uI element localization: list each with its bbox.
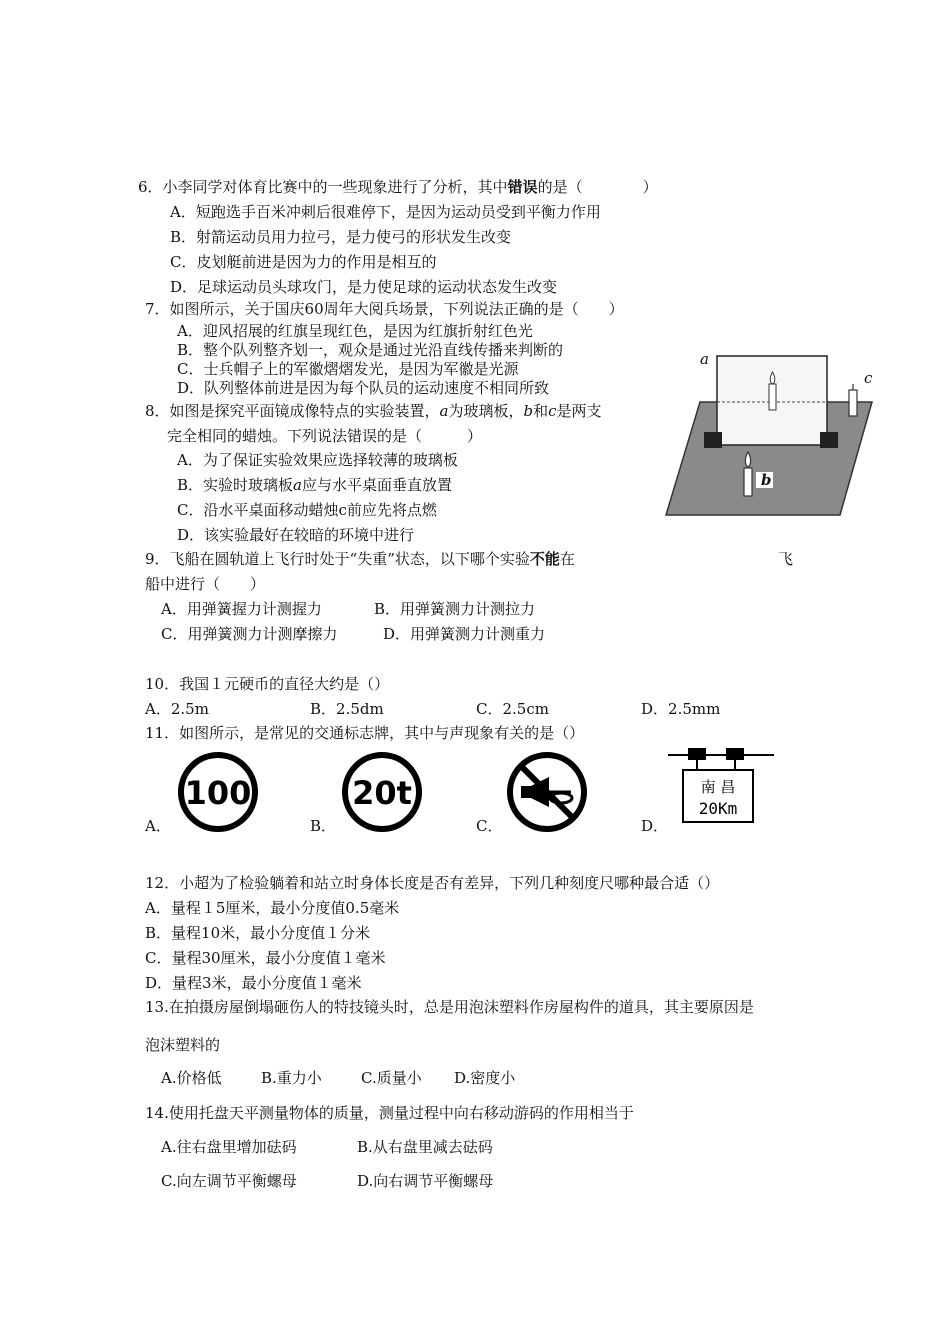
svg-text:100: 100 [184, 774, 252, 812]
q13-option-a: A.价格低 [161, 1069, 222, 1087]
q8-stem-line2: 完全相同的蜡烛。下列说法错误的是（ ） [167, 427, 483, 445]
q7-option-a: A．迎风招展的红旗呈现红色，是因为红旗折射红色光 [177, 322, 533, 340]
q14-option-a: A.往右盘里增加砝码 [161, 1138, 297, 1156]
q14-option-d: D.向右调节平衡螺母 [357, 1172, 494, 1190]
q7-option-b: B．整个队列整齐划一，观众是通过光沿直线传播来判断的 [177, 341, 564, 359]
q9-option-c: C．用弹簧测力计测摩擦力 [161, 625, 338, 643]
q10-option-d: D．2.5mm [641, 700, 721, 718]
q9-option-a: A．用弹簧握力计测握力 [161, 600, 322, 618]
q10-option-c: C．2.5cm [476, 700, 549, 718]
q9-stem-tail: 飞 [778, 550, 794, 568]
q12-stem: 12．小超为了检验躺着和站立时身体长度是否有差异，下列几种刻度尺哪种最合适（） [145, 874, 720, 892]
q9-option-b: B．用弹簧测力计测拉力 [374, 600, 536, 618]
candle-b [744, 468, 752, 496]
svg-text:20Km: 20Km [698, 799, 738, 818]
q8-option-b: B．实验时玻璃板a应与水平桌面垂直放置 [177, 476, 452, 494]
q11-label-c: C． [476, 817, 503, 835]
q9-stem-line2: 船中进行（ ） [145, 575, 266, 593]
q6-stem: 6．小李同学对体育比赛中的一些现象进行了分析，其中错误的是（ ） [138, 178, 658, 196]
label-a: a [700, 350, 709, 368]
q12-option-d: D．量程3米，最小分度值１毫米 [145, 974, 362, 992]
distance-sign [668, 744, 774, 826]
q11-label-d: D． [641, 817, 669, 835]
q9-stem: 9．飞船在圆轨道上飞行时处于“失重”状态，以下哪个实验不能在 [145, 550, 575, 568]
q7-option-d: D．队列整体前进是因为每个队员的运动速度不相同所致 [177, 379, 550, 397]
weight-limit-sign [340, 750, 424, 834]
q12-option-c: C．量程30厘米，最小分度值１毫米 [145, 949, 386, 967]
speed-limit-sign [176, 750, 260, 834]
candle-c [849, 390, 857, 416]
no-honking-sign [505, 750, 589, 834]
q10-stem: 10．我国１元硬币的直径大约是（） [145, 675, 390, 693]
q8-option-d: D．该实验最好在较暗的环境中进行 [177, 526, 415, 544]
q13-option-d: D.密度小 [454, 1069, 516, 1087]
q10-option-a: A．2.5m [145, 700, 209, 718]
q11-label-a: A． [145, 817, 171, 835]
q13-stem: 13.在拍摄房屋倒塌砸伤人的特技镜头时，总是用泡沫塑料作房屋构件的道具，其主要原因是 [145, 998, 754, 1016]
q11-label-b: B． [310, 817, 337, 835]
support-block-left [704, 432, 722, 448]
q12-option-a: A．量程１5厘米，最小分度值0.5毫米 [145, 899, 400, 917]
svg-text:20t: 20t [352, 774, 412, 812]
q13-stem-line2: 泡沫塑料的 [145, 1036, 221, 1054]
label-b: b [761, 471, 772, 489]
q7-stem: 7．如图所示，关于国庆60周年大阅兵场景，下列说法正确的是（ ） [145, 300, 624, 318]
q13-option-c: C.质量小 [361, 1069, 422, 1087]
q11-stem: 11．如图所示，是常见的交通标志牌，其中与声现象有关的是（） [145, 724, 585, 742]
q14-option-b: B.从右盘里减去砝码 [357, 1138, 493, 1156]
q7-option-c: C．士兵帽子上的军徽熠熠发光，是因为军徽是光源 [177, 360, 519, 378]
q10-option-b: B．2.5dm [310, 700, 384, 718]
q12-option-b: B．量程10米，最小分度值１分米 [145, 924, 371, 942]
q9-option-d: D．用弹簧测力计测重力 [383, 625, 546, 643]
q6-option-a: A．短跑选手百米冲刺后很难停下，是因为运动员受到平衡力作用 [170, 203, 601, 221]
q13-option-b: B.重力小 [261, 1069, 322, 1087]
q6-option-b: B．射箭运动员用力拉弓，是力使弓的形状发生改变 [170, 228, 512, 246]
candle-image [769, 384, 776, 410]
svg-text:南 昌: 南 昌 [700, 778, 736, 796]
q14-option-c: C.向左调节平衡螺母 [161, 1172, 297, 1190]
label-c: c [864, 369, 873, 387]
q8-option-a: A．为了保证实验效果应选择较薄的玻璃板 [177, 451, 458, 469]
plane-mirror-figure [660, 350, 885, 520]
q8-stem: 8．如图是探究平面镜成像特点的实验装置，a为玻璃板，b和c是两支 [145, 402, 602, 420]
q8-option-c: C．沿水平桌面移动蜡烛c前应先将点燃 [177, 501, 437, 519]
support-block-right [820, 432, 838, 448]
q6-option-d: D．足球运动员头球攻门，是力使足球的运动状态发生改变 [170, 278, 558, 296]
q6-option-c: C．皮划艇前进是因为力的作用是相互的 [170, 253, 437, 271]
q14-stem: 14.使用托盘天平测量物体的质量，测量过程中向右移动游码的作用相当于 [145, 1104, 634, 1122]
